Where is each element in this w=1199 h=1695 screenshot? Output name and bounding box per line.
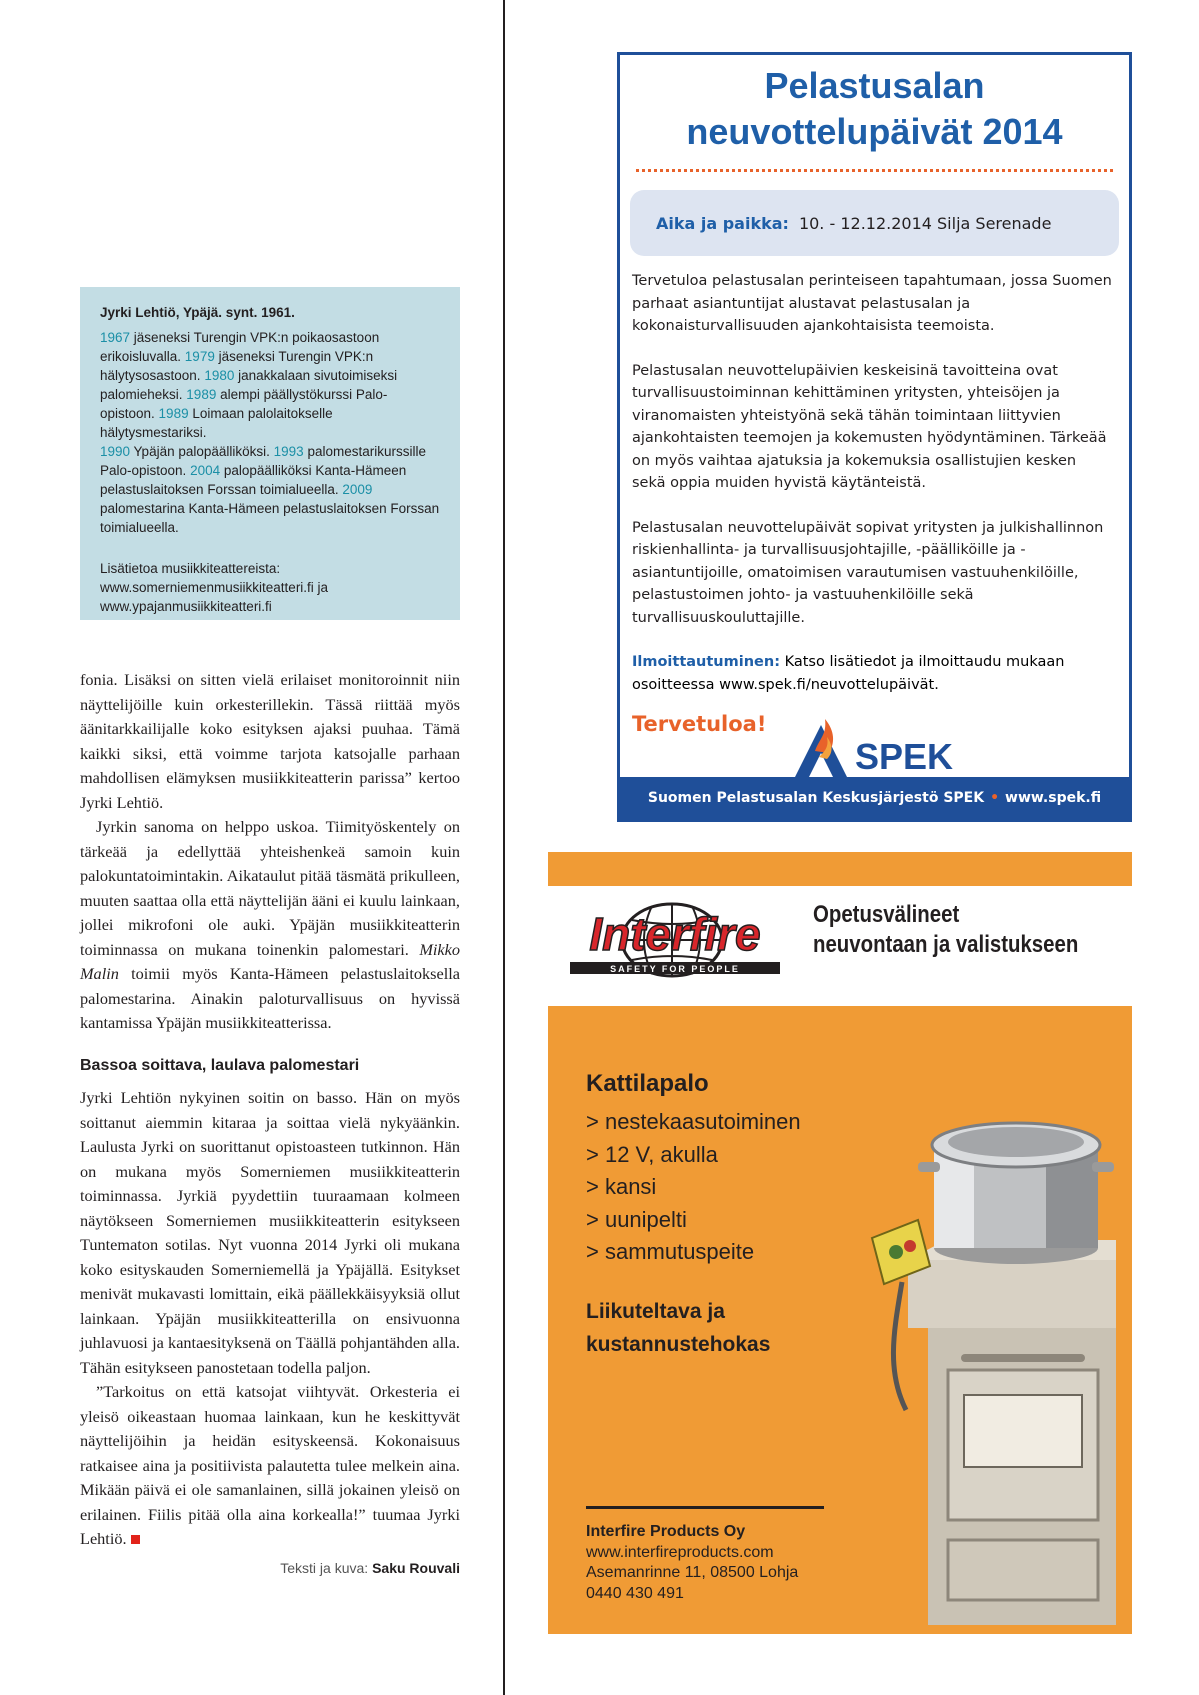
contact-divider xyxy=(586,1506,824,1509)
end-mark-icon xyxy=(131,1535,140,1544)
spek-link[interactable]: www.spek.fi xyxy=(1005,790,1102,806)
interfire-ad xyxy=(548,852,1132,1634)
event-footer: Suomen Pelastusalan Keskusjärjestö SPEK • www.spek.fi xyxy=(620,777,1129,819)
dotted-divider xyxy=(636,169,1113,172)
event-ad-box xyxy=(617,52,1132,822)
ad-header-band xyxy=(548,886,1132,1006)
feature-item: > sammutuspeite xyxy=(586,1239,755,1264)
event-registration[interactable]: Ilmoittautuminen: Katso lisätiedot ja ilmoittaudu mukaan osoitteessa www.spek.fi/neuvottelupäivät. xyxy=(632,654,1065,693)
feature-item: > kansi xyxy=(586,1174,657,1199)
feature-item: > 12 V, akulla xyxy=(586,1141,718,1167)
company-name: Interfire Products Oy xyxy=(586,1523,746,1540)
bio-box xyxy=(80,287,460,620)
interfire-logo-icon xyxy=(560,898,790,988)
company-website[interactable]: www.interfireproducts.com xyxy=(586,1543,774,1561)
event-welcome: Tervetuloa! xyxy=(632,712,767,736)
article-paragraph: fonia. Lisäksi on sitten vielä erilaiset monitoroinnit niin näyttelijöille kuin orkesterillekin. Tässä riittää myös äänitarkkailijalle koko esityksen ajaksi puuhaa. Tämä kaikki siksi, että voimme tarjota katsojalle parhaan mahdollisen elämyksen musiikkiteatterin parissa” kertoo Jyrki Lehtiö. xyxy=(80,670,460,812)
event-time-place: Aika ja paikka: 10. - 12.12.2014 Silja Serenade xyxy=(630,190,1119,256)
spek-logo-icon xyxy=(795,717,955,777)
feature-item: > uunipelti xyxy=(586,1206,687,1232)
svg-text:SPEK: SPEK xyxy=(855,736,954,777)
bullet-icon: • xyxy=(990,790,1000,806)
article-subheading: Bassoa soittava, laulava palomestari xyxy=(80,1056,360,1074)
company-address: Asemanrinne 11, 08500 Lohja xyxy=(586,1564,799,1581)
ad-tagline: Liikuteltava ja kustannustehokas xyxy=(586,1299,771,1356)
ad-contact xyxy=(586,1522,798,1604)
event-title: Pelastusalan neuvottelupäivät 2014 xyxy=(686,65,1063,152)
bio-name: Jyrki Lehtiö, Ypäjä. synt. 1961. xyxy=(100,305,295,320)
article-paragraph: ”Tarkoitus on että katsojat viihtyvät. Orkesteria ei yleisö oikeastaan huomaa lainkaan, kun he keskittyvät näyttelijöihin ja heidän esityskeensä. Kokonaisuus ratkaisee aina ja positiivista palautetta tulee melkein aina. Mikään päivä ei ole samanlainen, sillä jokainen yleisö on erilainen. Fiilis pitää olla aina korkealla!” tuumaa Jyrki Lehtiö. xyxy=(80,1382,460,1548)
article-paragraph: Jyrkin sanoma on helppo uskoa. Tiimityöskentely on tärkeää ja edellyttää yhteishenkeä samoin kuin palokuntatoimintakin. Aikataulut pitää täsmätä prikulleen, muuten saattaa olla että näyttelijän ääni ei kuulu lainkaan, jollei mikrofoni ole auki. Ypäjän musiikkiteatterin toiminnassa on mukana toinenkin palomestari. Mikko Malin toimii myös Kanta-Hämeen pelastuslaitoksella palomestarina. Ainakin paloturvallisuus on hyvissä kantamissa Ypäjän musiikkiteatterissa. xyxy=(80,817,460,1032)
article-credit: Teksti ja kuva: Saku Rouvali xyxy=(280,1559,460,1576)
feature-item: > nestekaasutoiminen xyxy=(586,1109,801,1134)
bio-timeline: 1967 jäseneksi Turengin VPK:n poikaosastoon erikoisluvalla. 1979 jäseneksi Turengin VPK:n hälytysosastoon. 1980 janakkalaan sivutoimiseksi palomieheksi. 1989 alempi päällystökurssi Palo-opistoon. 1989 Loimaan palolaitokselle hälytysmestariksi. 1990 Ypäjän palopäälliköksi. 1993 palomestarikurssille Palo-opistoon. 2004 palopäälliköksi Kanta-Hämeen pelastuslaitoksen Forssan toimialueella. 2009 palomestarina Kanta-Hämeen pelastuslaitoksen Forssan toimialueella. xyxy=(100,330,440,535)
ad-slogan: Opetusvälineet neuvontaan ja valistukseen xyxy=(813,901,1079,958)
bio-more-info: Lisätietoa musiikkiteattereista: www.somerniemenmusiikkiteatteri.fi ja www.ypajanmusiikkiteatteri.fi xyxy=(100,561,329,614)
event-description: Tervetuloa pelastusalan perinteiseen tapahtumaan, jossa Suomen parhaat asiantuntijat alustavat pelastusalan ja kokonaisturvallisuuden ajankohtaisista teemoista. Pelastusalan neuvottelupäivien keskeisinä tavoitteina ovat turvallisuustoiminnan kehittäminen yritysten, yhteisöjen ja viranomaisten yhteistyönä sekä tähän toimintaan liittyvien ajankohtaisten teemojen ja kokemusten hyödyntäminen. Tärkeää on myös vaihtaa ajatuksia ja kokemuksia osallistujien kesken sekä oppia muiden hyvistä käytänteistä. Pelastusalan neuvottelupäivät sopivat yritysten ja julkishallinnon riskienhallinta- ja turvallisuusjohtajille, -päälliköille ja -asiantuntijoille, omatoimisen varautumisen vastuuhenkilöille, pelastustoimen johto- ja vastuuhenkilöille sekä turvallisuuskouluttajille. xyxy=(632,273,1112,626)
stove-pot-image xyxy=(866,1070,1128,1630)
person-name: Mikko Malin xyxy=(80,939,460,983)
product-name: Kattilapalo xyxy=(586,1070,709,1097)
svg-text:SAFETY FOR PEOPLE: SAFETY FOR PEOPLE xyxy=(610,964,740,974)
ad-product xyxy=(586,1070,801,1361)
article-body xyxy=(80,668,460,1580)
company-phone: 0440 430 491 xyxy=(586,1584,684,1602)
svg-text:Interfire: Interfire xyxy=(589,908,761,960)
column-divider xyxy=(503,0,505,1695)
article-paragraph: Jyrki Lehtiön nykyinen soitin on basso. Hän on myös soittanut aiemmin kitaraa ja soittaa vielä nykyäänkin. Laulusta Jyrki on suorittanut opistoasteen tutkinnon. Hän on mukana myös Somerniemen musiikkiteatterin toiminnassa. Jyrkiä pyydettiin tuuraamaan kolmeen näytökseen Somerniemen musiikkiteatterin esitykseen Tuntematon sotilas. Nyt vuonna 2014 Jyrki oli mukana koko esityskauden Somerniemellä ja Ypäjällä. Esitykset menivät mukavasti lomittain, eikä päällekkäisyyksiä ollut lainkaan. Ypäjän musiikkiteatterilla on ensivuonna juhlavuosi ja kantaesityksenä on Täällä pohjantähden alla. Tähän esitykseen panostetaan todella paljon. xyxy=(80,1088,460,1377)
